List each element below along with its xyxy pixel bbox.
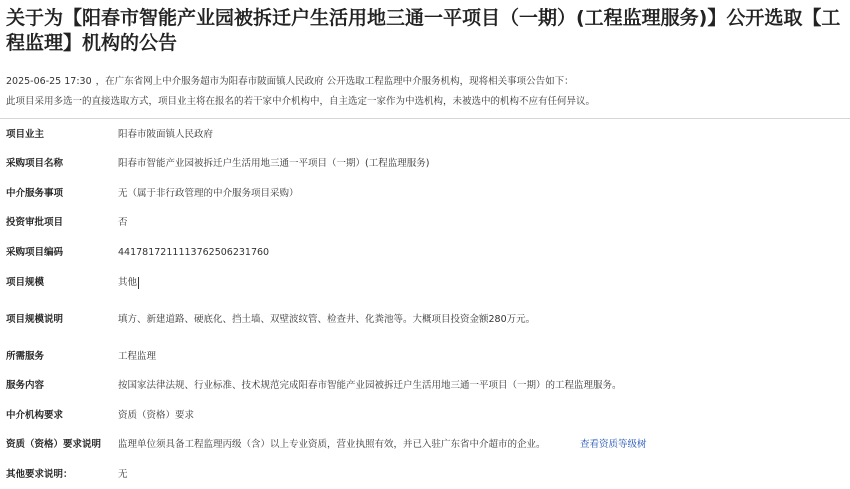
detail-value: 阳春市智能产业园被拆迁户生活用地三通一平项目（一期）(工程监理服务) [118, 158, 430, 169]
detail-label: 采购项目编码 [6, 247, 64, 258]
detail-row-project-owner [0, 126, 850, 144]
detail-value: 441781721111376250623176​0 [118, 247, 270, 258]
detail-value: 填方、新建道路、硬底化、挡土墙、双壁波纹管、检查井、化粪池等。大概项目投资金额280万元。 [118, 314, 536, 325]
detail-label: 投资审批项目 [6, 217, 64, 228]
detail-row-project-code [0, 244, 850, 262]
detail-value-wrap [118, 274, 139, 292]
intro-text: ，在广东省网上中介服务超市为阳春市陂面镇人民政府 公开选取工程监理中介服务机构，现将相关事项公告如下： [95, 76, 574, 87]
detail-value: 其他 [118, 277, 138, 288]
detail-row-service-content [0, 377, 850, 395]
detail-row-qualification-description [0, 436, 850, 454]
detail-value: 无 [118, 469, 128, 480]
detail-row-service-item [0, 185, 850, 203]
detail-row-project-scale [0, 274, 850, 292]
detail-row-scale-description [0, 311, 850, 329]
detail-row-investment-approval [0, 214, 850, 232]
detail-value: 无（属于非行政管理的中介服务项目采购） [118, 188, 299, 199]
view-qualification-tree-link[interactable]: 查看资质等级树 [580, 439, 647, 450]
detail-value: 阳春市陂面镇人民政府 [118, 129, 214, 140]
detail-label: 采购项目名称 [6, 158, 64, 169]
detail-row-required-service [0, 348, 850, 366]
notice-intro [6, 75, 574, 89]
detail-row-other-requirements [0, 466, 850, 484]
selection-note: 此项目采用多选一的直接选取方式，项目业主将在报名的若干家中介机构中，自主选定一家作为中选机构，未被选中的机构不应有任何异议。 [6, 96, 596, 107]
detail-row-agency-requirement [0, 407, 850, 425]
page-title: 关于为【阳春市智能产业园被拆迁户生活用地三通一平项目（一期）(工程监理服务)】公开选取【工程监理】机构的公告 [6, 7, 841, 54]
detail-label: 资质（资格）要求说明 [6, 439, 102, 450]
detail-label: 项目规模说明 [6, 314, 64, 325]
divider [0, 118, 850, 119]
detail-label: 项目规模 [6, 277, 45, 288]
detail-value: 工程监理 [118, 351, 157, 362]
detail-value: 按国家法律法规、行业标准、技术规范完成阳春市智能产业园被拆迁户生活用地三通一平项目（一期）的工程监理服务。 [118, 380, 622, 391]
publish-datetime: 2025-06-25 17:30 [6, 76, 92, 87]
detail-value: 资质（资格）要求 [118, 410, 195, 421]
detail-row-project-name [0, 155, 850, 173]
detail-label: 其他要求说明： [6, 469, 73, 480]
detail-label: 所需服务 [6, 351, 45, 362]
detail-value: 监理单位须具备工程监理丙级（含）以上专业资质，营业执照有效，并已入驻广东省中介超市的企业。 [118, 439, 546, 450]
detail-label: 中介服务事项 [6, 188, 64, 199]
text-cursor [138, 277, 139, 289]
detail-label: 中介机构要求 [6, 410, 64, 421]
detail-label: 服务内容 [6, 380, 45, 391]
detail-value: 否 [118, 217, 128, 228]
detail-label: 项目业主 [6, 129, 45, 140]
